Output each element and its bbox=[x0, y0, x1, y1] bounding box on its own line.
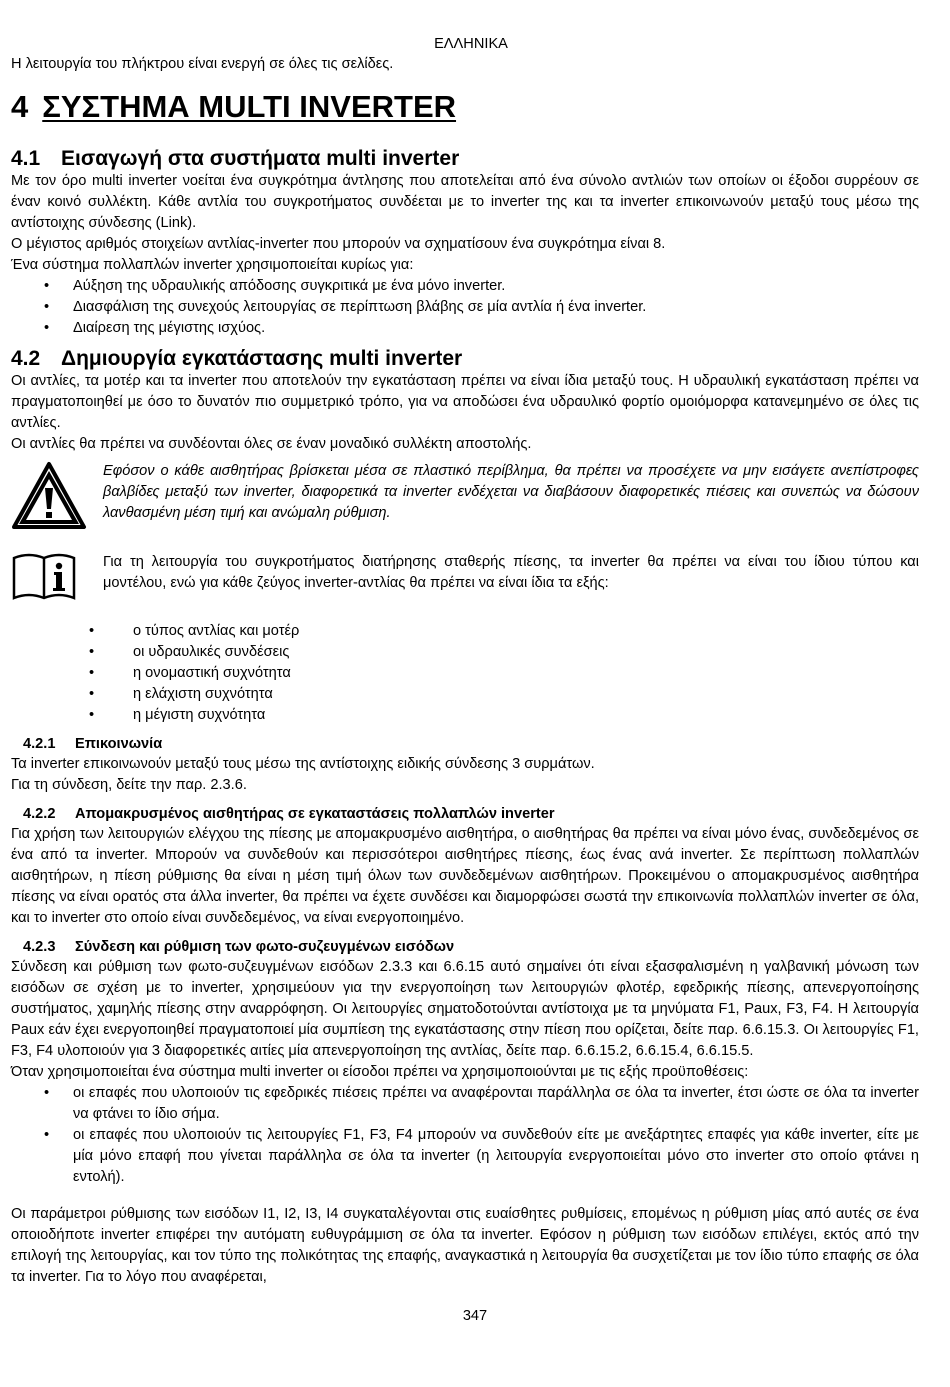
list-item: • οι υδραυλικές συνδέσεις bbox=[11, 642, 919, 663]
list-item: • Διαίρεση της μέγιστης ισχύος. bbox=[11, 318, 919, 339]
subsection-title: Σύνδεση και ρύθμιση των φωτο-συζευγμένων εισόδων bbox=[75, 939, 455, 955]
chapter-title bbox=[11, 89, 919, 125]
paragraph: Οι αντλίες θα πρέπει να συνδέονται όλες σε έναν μοναδικό συλλέκτη αποστολής. bbox=[11, 436, 532, 452]
chapter-title-text: ΣΥΣΤΗΜΑ MULTI INVERTER bbox=[42, 89, 457, 124]
info-book-icon bbox=[11, 552, 93, 609]
subsection-4-2-1-heading bbox=[23, 734, 919, 754]
list-item: • η μέγιστη συχνότητα bbox=[11, 705, 919, 726]
list-item: • Αύξηση της υδραυλικής απόδοσης συγκριτικά με ένα μόνο inverter. bbox=[11, 276, 919, 297]
subsection-4-2-2-heading bbox=[23, 804, 919, 824]
paragraph: Ο μέγιστος αριθμός στοιχείων αντλίας-inverter που μπορούν να σχηματίσουν ένα συγκρότημα είναι 8. bbox=[11, 236, 666, 252]
section-number: 4.2 bbox=[11, 347, 41, 370]
document-page bbox=[11, 34, 919, 1288]
paragraph: Σύνδεση και ρύθμιση των φωτο-συζευγμένων εισόδων 2.3.3 και 6.6.15 αυτό σημαίνει ότι είναι εξασφαλισμένη η γαλβανική μόνωση των εισόδων σε σχέση με το inverter, χρησιμεύουν για την ενεργοποίηση των λειτουργιών φλοτέρ, εφεδρικής πίεσης, απενεργοποίησης συστήματος, χαμηλής πίεσης στην αναρρόφηση. Οι λειτουργίες σηματοδοτούνται αντίστοιχα με τα μηνύματα F1, Paux, F3, F4. Η λειτουργία Paux εάν έχει ενεργοποιηθεί πραγματοποιεί μία συμπίεση της εγκατάστασης στην πίεση που ορίζεται, δείτε παρ. 6.6.15.3. Οι λειτουργίες F1, F3, F4 υλοποιούν για 3 διαφορετικές αιτίες μία απενεργοποίηση της αντλίας, δείτε παρ. 6.6.15.2, 6.6.15.4, 6.6.15.5. bbox=[11, 959, 919, 1059]
language-header: ΕΛΛΗΝΙΚΑ bbox=[434, 36, 508, 52]
section-title: Δημιουργία εγκατάστασης multi inverter bbox=[61, 347, 463, 370]
bullet-list bbox=[11, 1083, 919, 1188]
list-item: • η ελάχιστη συχνότητα bbox=[11, 684, 919, 705]
section-4-1-heading bbox=[11, 147, 919, 171]
subsection-title: Απομακρυσμένος αισθητήρας σε εγκαταστάσεις πολλαπλών inverter bbox=[75, 806, 555, 822]
paragraph: Με τον όρο multi inverter νοείται ένα συγκρότημα άντλησης που αποτελείται από ένα σύνολο αντλιών των οποίων οι έξοδοι συρρέουν σε έναν κοινό συλλέκτη. Κάθε αντλία του συγκροτήματος συνδέεται με το inverter της και τα inverter επικοινωνούν μεταξύ τους μέσω της αντίστοιχης σύνδεσης (Link). bbox=[11, 173, 919, 231]
page-number: 347 bbox=[462, 1308, 488, 1324]
paragraph: Οι αντλίες, τα μοτέρ και τα inverter που αποτελούν την εγκατάσταση πρέπει να είναι ίδια μεταξύ τους. Η υδραυλική εγκατάσταση πρέπει να πραγματοποιηθεί με όσο το δυνατόν πιο συμμετρικό τρόπο, για να αποδώσει ένα υδραυλικό φορτίο ομοιόμορφα κατανεμημένο σε όλες τις αντλίες. bbox=[11, 373, 919, 431]
warning-triangle-icon bbox=[11, 461, 97, 538]
bullet-list bbox=[11, 276, 919, 339]
paragraph: Τα inverter επικοινωνούν μεταξύ τους μέσω της αντίστοιχης ειδικής σύνδεσης 3 συρμάτων. bbox=[11, 756, 595, 772]
subsection-number: 4.2.3 bbox=[23, 939, 56, 955]
bullet-list bbox=[11, 621, 919, 726]
section-number: 4.1 bbox=[11, 147, 41, 170]
list-item: • η ονομαστική συχνότητα bbox=[11, 663, 919, 684]
list-item: • οι επαφές που υλοποιούν τις εφεδρικές πιέσεις πρέπει να αναφέρονται παράλληλα σε όλα τα inverter, έτσι ώστε σε όλα τα inverter να φτάνει το ίδιο σήμα. bbox=[11, 1083, 919, 1125]
paragraph: Οι παράμετροι ρύθμισης των εισόδων I1, I2, I3, I4 συγκαταλέγονται στις ευαίσθητες ρυθμίσεις, επομένως η ρύθμιση μίας από αυτές σε ένα οποιοδήποτε inverter επιφέρει την αυτόματη ευθυγράμμιση σε όλα τα inverter. Εφόσον η ρύθμιση των εισόδων επιλέγει, εκτός από την επιλογή της λειτουργίας, και τον τύπο της πολικότητας της επαφής, αναγκαστικά η λειτουργία θα συσχετίζεται με τον ίδιο τύπο επαφής σε όλα τα inverter. Για το λόγο που αναφέρεται, bbox=[11, 1206, 919, 1285]
paragraph: Όταν χρησιμοποιείται ένα σύστημα multi inverter οι είσοδοι πρέπει να χρησιμοποιούνται με τις εξής προϋποθέσεις: bbox=[11, 1064, 749, 1080]
list-item: • ο τύπος αντλίας και μοτέρ bbox=[11, 621, 919, 642]
paragraph: Για χρήση των λειτουργιών ελέγχου της πίεσης με απομακρυσμένο αισθητήρα, ο αισθητήρας θα πρέπει να είναι μόνο ένας, συνδεδεμένος σε ένα από τα inverter. Μπορούν να συνδεθούν και περισσότεροι αισθητήρες πίεσης, έως ένας ανά inverter. Σε περίπτωση πολλαπλών αισθητήρων, η πίεση ρύθμισης θα είναι η μέση τιμή όλων των συνδεδεμένων αισθητήρων. Προκειμένου ο απομακρυσμένος αισθητήρα πίεσης να είναι ορατός στα άλλα inverter, θα πρέπει να έχετε συνδέσει και διαμορφώσει σωστά την επικοινωνία πολλαπλών inverter σε όλα, και το inverter στο οποίο είναι συνδεδεμένος, να είναι ενεργοποιημένο. bbox=[11, 826, 919, 926]
intro-text: Η λειτουργία του πλήκτρου είναι ενεργή σε όλες τις σελίδες. bbox=[11, 56, 394, 72]
warning-note bbox=[11, 461, 919, 538]
subsection-number: 4.2.2 bbox=[23, 806, 56, 822]
paragraph: Ένα σύστημα πολλαπλών inverter χρησιμοποιείται κυρίως για: bbox=[11, 257, 414, 273]
info-text: Για τη λειτουργία του συγκροτήματος διατήρησης σταθερής πίεσης, τα inverter θα πρέπει να είναι του ίδιου τύπου και μοντέλου, ενώ για κάθε ζεύγος inverter-αντλίας θα πρέπει να είναι ίδια τα εξής: bbox=[103, 554, 919, 591]
list-item: • Διασφάλιση της συνεχούς λειτουργίας σε περίπτωση βλάβης σε μία αντλία ή ένα inverter. bbox=[11, 297, 919, 318]
section-4-2-heading bbox=[11, 347, 919, 371]
info-note bbox=[11, 552, 919, 609]
paragraph: Για τη σύνδεση, δείτε την παρ. 2.3.6. bbox=[11, 777, 247, 793]
subsection-title: Επικοινωνία bbox=[75, 736, 163, 752]
warning-text: Εφόσον ο κάθε αισθητήρας βρίσκεται μέσα σε πλαστικό περίβλημα, θα πρέπει να προσέχετε να μην εισάγετε ανεπίστροφες βαλβίδες μεταξύ των inverter, διαφορετικά τα inverter ενδέχεται να διαβάσουν διαφορετικές πιέσεις και συνεπώς να δώσουν λανθασμένη μέση τιμή και ανώμαλη ρύθμιση. bbox=[103, 463, 919, 521]
subsection-4-2-3-heading bbox=[23, 937, 919, 957]
subsection-number: 4.2.1 bbox=[23, 736, 56, 752]
chapter-number: 4 bbox=[11, 89, 29, 124]
list-item: • οι επαφές που υλοποιούν τις λειτουργίες F1, F3, F4 μπορούν να συνδεθούν είτε με ανεξάρτητες επαφές για κάθε inverter, είτε με μία μόνο επαφή που γίνεται παράλληλα σε όλα τα inverter (η λειτουργία ενεργοποιείται μόνο στο inverter στο οποίο φτάνει η εντολή). bbox=[11, 1125, 919, 1188]
section-title: Εισαγωγή στα συστήματα multi inverter bbox=[61, 147, 460, 170]
